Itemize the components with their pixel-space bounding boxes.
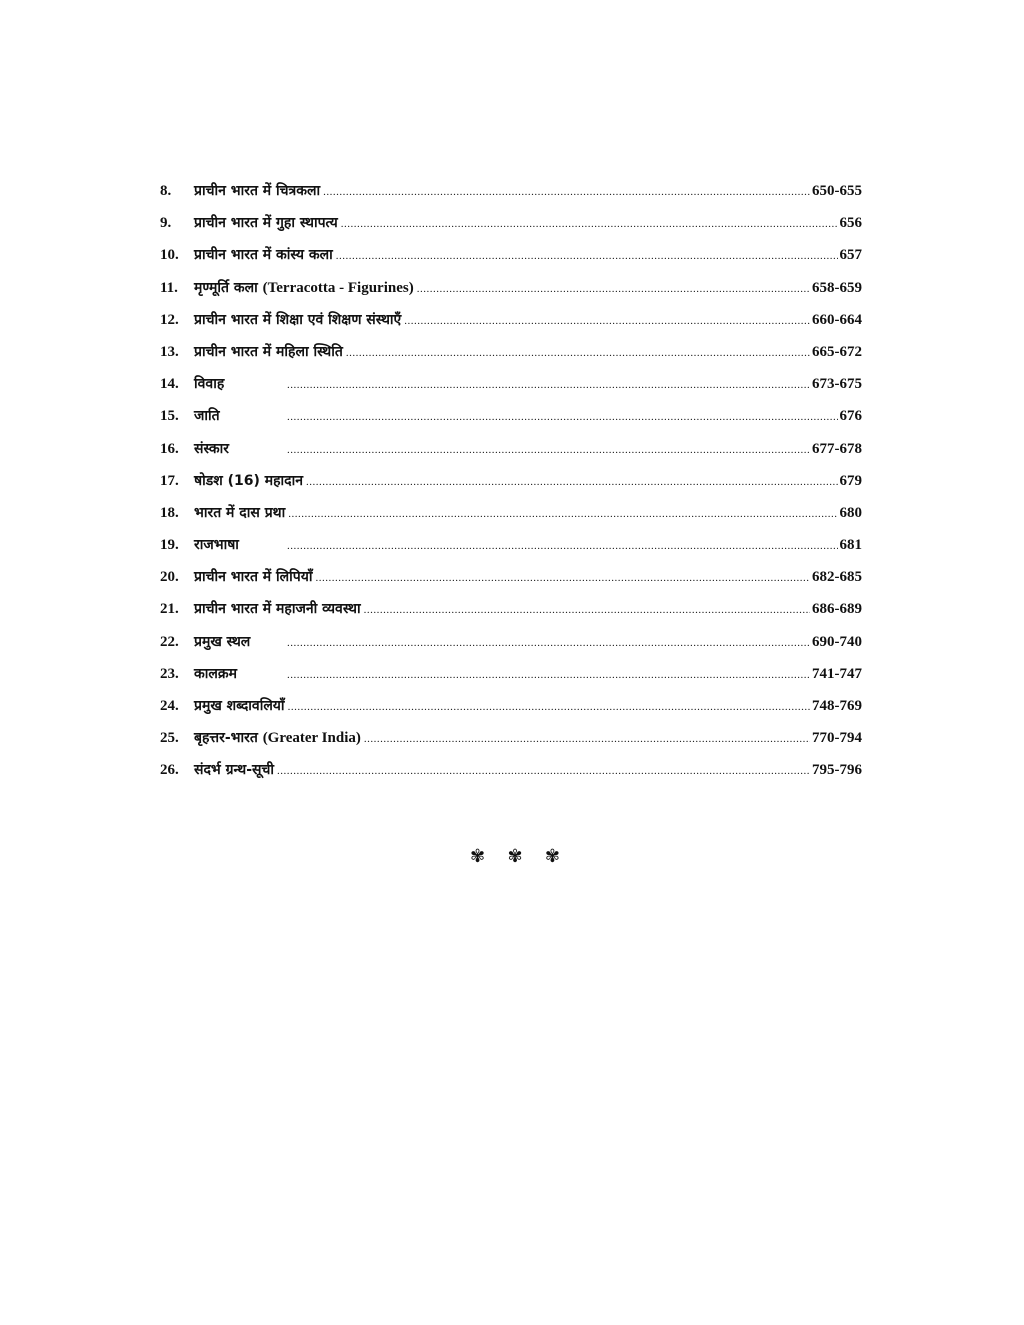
toc-entry-title-text: प्राचीन भारत में चित्रकला — [194, 183, 321, 199]
toc-entry-pages: 656 — [839, 215, 862, 232]
toc-entry-pages: 686-689 — [812, 601, 862, 618]
toc-entry[interactable] — [160, 664, 862, 696]
toc-entry-title — [194, 567, 313, 586]
toc-entry-title — [194, 406, 284, 425]
toc-entry-number: 8. — [160, 183, 172, 199]
toc-entry[interactable] — [160, 342, 862, 374]
toc-entry[interactable] — [160, 760, 862, 792]
toc-entry[interactable] — [160, 503, 862, 535]
toc-dot-leader — [287, 411, 838, 423]
toc-dot-leader — [287, 444, 810, 456]
toc-entry-pages: 665-672 — [812, 343, 862, 360]
toc-dot-leader — [288, 701, 810, 713]
toc-entry-title-text: प्राचीन भारत में कांस्य कला — [194, 247, 333, 264]
toc-dot-leader — [404, 315, 810, 327]
toc-entry-title-text: बृहत्तर-भारत — [194, 730, 258, 747]
toc-entry-number: 12. — [160, 311, 179, 328]
toc-dot-leader — [341, 218, 838, 230]
toc-entry-number: 18. — [160, 504, 179, 521]
toc-entry-title — [194, 245, 333, 264]
flower-ornament-icon: ✾ — [470, 846, 486, 867]
toc-dot-leader — [288, 508, 837, 520]
toc-entry-number: 14. — [160, 376, 179, 393]
toc-entry-title-text: प्राचीन भारत में महाजनी व्यवस्था — [194, 601, 361, 618]
toc-dot-leader — [323, 186, 810, 198]
toc-entry-number: 26. — [160, 762, 179, 779]
toc-entry[interactable] — [160, 374, 862, 406]
toc-entry-number: 13. — [160, 343, 179, 360]
toc-entry-pages: 741-747 — [812, 665, 862, 682]
toc-entry-title-text: प्राचीन भारत में महिला स्थिति — [194, 343, 343, 360]
toc-entry-title-text: प्राचीन भारत में गुहा स्थापत्य — [194, 215, 338, 232]
toc-entry-title-text: भारत में दास प्रथा — [194, 504, 286, 521]
toc-entry-number: 22. — [160, 633, 179, 650]
toc-entry-title-english: (Terracotta - Figurines) — [262, 279, 414, 296]
toc-entry-pages: 673-675 — [812, 376, 862, 393]
toc-entry-title-text: विवाह — [194, 376, 225, 393]
toc-dot-leader — [417, 283, 810, 295]
toc-entry[interactable] — [160, 310, 862, 342]
toc-entry-title — [194, 632, 284, 651]
toc-entry-number: 23. — [160, 665, 179, 682]
toc-entry-number: 17. — [160, 472, 179, 489]
toc-entry-number: 24. — [160, 698, 179, 714]
toc-dot-leader — [364, 604, 810, 616]
toc-entry[interactable] — [160, 567, 862, 599]
flower-ornament-icon: ✾ — [507, 846, 523, 867]
toc-entry-title — [194, 310, 401, 329]
toc-entry[interactable] — [160, 471, 862, 503]
toc-entry-number: 25. — [160, 730, 179, 747]
toc-entry-pages: 682-685 — [812, 569, 862, 586]
toc-dot-leader — [287, 379, 810, 391]
toc-entry-pages: 650-655 — [812, 183, 862, 199]
toc-entry-pages: 748-769 — [812, 698, 862, 714]
toc-entry[interactable] — [160, 245, 862, 277]
toc-entry-title-english: (Greater India) — [262, 730, 361, 747]
toc-entry-title-text: षोडश (16) महादान — [194, 472, 304, 489]
toc-entry-title — [194, 599, 361, 618]
toc-entry-title-text: मृण्मूर्ति कला — [194, 279, 258, 296]
toc-dot-leader — [287, 540, 838, 552]
toc-entry-pages: 679 — [839, 472, 862, 489]
toc-dot-leader — [364, 733, 810, 745]
toc-entry-pages: 680 — [839, 504, 862, 521]
toc-dot-leader — [287, 637, 810, 649]
toc-entry-number: 9. — [160, 215, 172, 232]
toc-entry[interactable] — [160, 535, 862, 567]
toc-dot-leader — [316, 572, 811, 584]
toc-entry-title — [194, 213, 338, 232]
toc-entry-number: 20. — [160, 569, 179, 586]
section-end-ornament — [470, 846, 560, 867]
toc-entry-title-text: प्राचीन भारत में शिक्षा एवं शिक्षण संस्थाएँ — [194, 311, 402, 328]
toc-entry-title-text: प्रमुख शब्दावलियाँ — [194, 698, 285, 714]
toc-entry-title — [194, 278, 414, 297]
toc-dot-leader — [306, 476, 837, 488]
toc-entry[interactable] — [160, 599, 862, 631]
toc-entry-pages: 681 — [839, 537, 862, 554]
toc-entry-title — [194, 728, 361, 747]
table-of-contents — [160, 181, 862, 793]
toc-dot-leader — [277, 765, 810, 777]
toc-entry-number: 21. — [160, 601, 179, 618]
toc-entry-pages: 795-796 — [812, 762, 862, 779]
toc-entry-title — [194, 760, 274, 779]
toc-entry-pages: 690-740 — [812, 633, 862, 650]
toc-entry-number: 11. — [160, 279, 178, 296]
toc-entry-title-text: जाति — [194, 408, 220, 425]
toc-entry-title-text: संदर्भ ग्रन्थ-सूची — [194, 762, 274, 779]
toc-entry-pages: 657 — [839, 247, 862, 264]
toc-entry-pages: 770-794 — [812, 730, 862, 747]
toc-entry[interactable] — [160, 278, 862, 310]
toc-entry[interactable] — [160, 632, 862, 664]
toc-entry-title — [194, 503, 285, 522]
toc-entry[interactable] — [160, 406, 862, 438]
toc-entry-pages: 677-678 — [812, 440, 862, 457]
toc-entry-title-text: प्रमुख स्थल — [194, 633, 251, 650]
toc-entry-title — [194, 696, 285, 715]
toc-entry-title — [194, 535, 284, 554]
flower-ornament-icon: ✾ — [544, 846, 560, 867]
toc-entry-pages: 658-659 — [812, 279, 862, 296]
toc-entry[interactable] — [160, 728, 862, 760]
toc-entry-number: 10. — [160, 247, 179, 264]
toc-entry-title — [194, 664, 284, 683]
toc-entry-pages: 660-664 — [812, 311, 862, 328]
toc-entry-title-text: संस्कार — [194, 440, 230, 457]
toc-entry-number: 16. — [160, 440, 179, 457]
toc-entry[interactable] — [160, 213, 862, 245]
toc-entry-title — [194, 471, 303, 490]
toc-entry-title — [194, 374, 284, 393]
toc-entry-title — [194, 439, 284, 458]
toc-entry-title-text: राजभाषा — [194, 537, 239, 554]
toc-entry-number: 19. — [160, 537, 179, 554]
toc-dot-leader — [336, 250, 838, 262]
toc-dot-leader — [346, 347, 810, 359]
toc-dot-leader — [287, 669, 810, 681]
toc-entry-title — [194, 342, 343, 361]
toc-entry[interactable] — [160, 696, 862, 728]
toc-entry-title-text: कालक्रम — [194, 665, 237, 682]
toc-entry-pages: 676 — [839, 408, 862, 425]
toc-entry-number: 15. — [160, 408, 179, 425]
toc-entry[interactable] — [160, 181, 862, 213]
toc-entry-title — [194, 181, 320, 200]
toc-entry-title-text: प्राचीन भारत में लिपियाँ — [194, 569, 313, 586]
toc-entry[interactable] — [160, 439, 862, 471]
